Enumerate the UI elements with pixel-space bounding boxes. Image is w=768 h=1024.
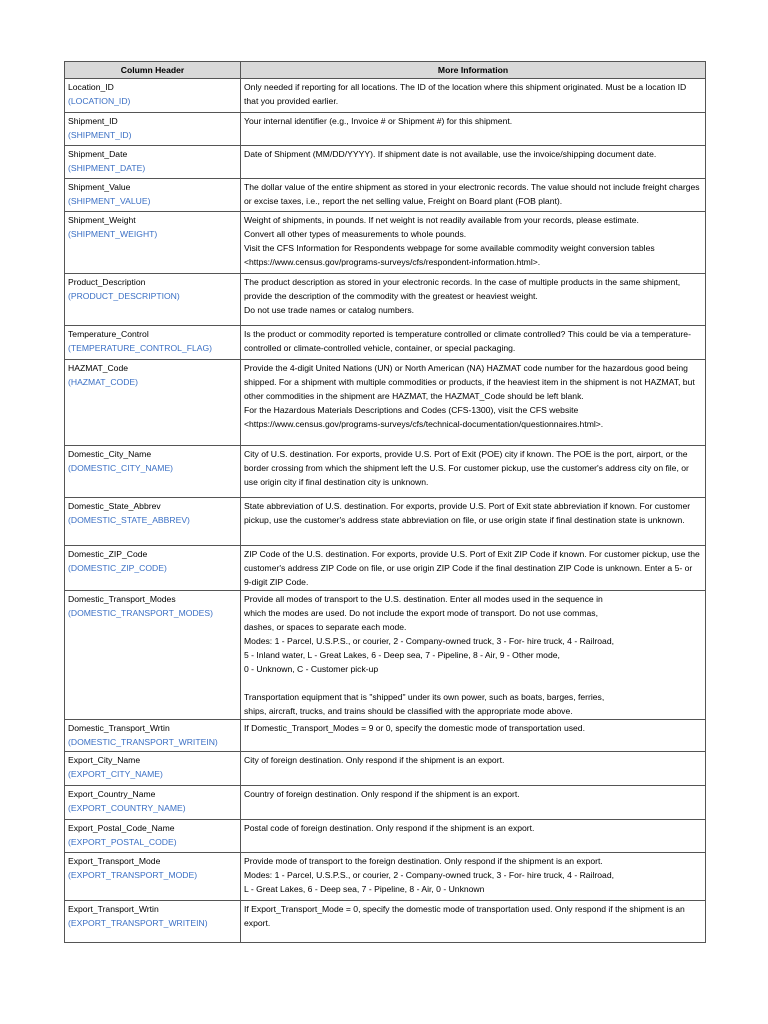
info-text: dashes, or spaces to separate each mode. (244, 622, 407, 632)
more-information-cell (241, 326, 706, 360)
field-code: (LOCATION_ID) (68, 96, 131, 106)
info-text: Provide mode of transport to the foreign destination. Only respond if the shipment is an export. (244, 856, 603, 866)
table-row (65, 720, 706, 752)
info-text: City of U.S. destination. For exports, provide U.S. Port of Exit (POE) city if known. The POE is the port, airport, or the border crossing from which the shipment left the U.S. For customer pickup, use the customer's address city on file, or use origin city if final destination city is unknown. (244, 449, 689, 487)
info-text: City of foreign destination. Only respond if the shipment is an export. (244, 755, 505, 765)
field-name: Domestic_Transport_Modes (68, 594, 176, 604)
field-code: (HAZMAT_CODE) (68, 377, 139, 387)
more-information-cell (241, 720, 706, 752)
field-name: Shipment_Date (68, 149, 128, 159)
more-information-cell (241, 146, 706, 179)
field-name-cell (65, 820, 241, 853)
field-name-cell (65, 853, 241, 901)
field-name-cell (65, 360, 241, 446)
field-code: (DOMESTIC_TRANSPORT_MODES) (68, 608, 213, 618)
field-name-cell (65, 274, 241, 326)
table-row (65, 591, 706, 720)
more-information-cell (241, 212, 706, 274)
column-header-heading: Column Header (65, 62, 241, 79)
table-row (65, 179, 706, 212)
info-text: 5 - Inland water, L - Great Lakes, 6 - Deep sea, 7 - Pipeline, 8 - Air, 9 - Other mode, (244, 650, 560, 660)
table-row (65, 146, 706, 179)
info-text: If Domestic_Transport_Modes = 9 or 0, specify the domestic mode of transportation used. (244, 723, 585, 733)
info-text: If Export_Transport_Mode = 0, specify the domestic mode of transportation used. Only respond if the shipment is an export. (244, 904, 685, 928)
table-row (65, 901, 706, 943)
field-name-cell (65, 212, 241, 274)
more-information-cell (241, 274, 706, 326)
info-text: Your internal identifier (e.g., Invoice # or Shipment #) for this shipment. (244, 116, 513, 126)
info-text: The product description as stored in your electronic records. In the case of multiple products in the same shipment, provide the description of the commodity with the greatest or heaviest weight. (244, 277, 681, 301)
table-row (65, 820, 706, 853)
field-code: (DOMESTIC_CITY_NAME) (68, 463, 174, 473)
field-code: (DOMESTIC_ZIP_CODE) (68, 563, 167, 573)
field-code: (TEMPERATURE_CONTROL_FLAG) (68, 343, 213, 353)
field-code: (EXPORT_TRANSPORT_MODE) (68, 870, 198, 880)
more-information-cell (241, 591, 706, 720)
more-information-cell (241, 546, 706, 591)
more-information-cell (241, 786, 706, 820)
field-code: (DOMESTIC_TRANSPORT_WRITEIN) (68, 737, 218, 747)
table-row (65, 853, 706, 901)
info-text: ships, aircraft, trucks, and trains should be classified with the appropriate mode above. (244, 706, 573, 716)
info-text: Country of foreign destination. Only respond if the shipment is an export. (244, 789, 520, 799)
info-text: Postal code of foreign destination. Only respond if the shipment is an export. (244, 823, 535, 833)
field-code: (PRODUCT_DESCRIPTION) (68, 291, 180, 301)
info-text: Transportation equipment that is "shipped" under its own power, such as boats, barges, ferries, (244, 692, 605, 702)
more-information-cell (241, 498, 706, 546)
more-information-cell (241, 446, 706, 498)
more-information-cell (241, 752, 706, 786)
field-name: Shipment_Weight (68, 215, 136, 225)
field-name: Export_Postal_Code_Name (68, 823, 175, 833)
field-name: Domestic_State_Abbrev (68, 501, 161, 511)
field-name-cell (65, 546, 241, 591)
field-code: (SHIPMENT_ID) (68, 130, 132, 140)
field-name: Export_City_Name (68, 755, 141, 765)
field-name: Location_ID (68, 82, 114, 92)
field-name: Domestic_City_Name (68, 449, 152, 459)
field-code: (SHIPMENT_WEIGHT) (68, 229, 158, 239)
field-name-cell (65, 720, 241, 752)
field-code: (EXPORT_CITY_NAME) (68, 769, 163, 779)
field-name-cell (65, 326, 241, 360)
table-row (65, 360, 706, 446)
field-reference-table (64, 61, 706, 943)
info-text: which the modes are used. Do not include the export mode of transport. Do not use commas, (244, 608, 598, 618)
field-code: (EXPORT_POSTAL_CODE) (68, 837, 177, 847)
field-name-cell (65, 446, 241, 498)
info-text: State abbreviation of U.S. destination. For exports, provide U.S. Port of Exit state abbreviation if known. For customer pickup, use the customer's address state abbreviation on file, or use origin state if final destination state is unknown. (244, 501, 691, 525)
field-code: (EXPORT_TRANSPORT_WRITEIN) (68, 918, 208, 928)
more-information-cell (241, 853, 706, 901)
info-text: Do not use trade names or catalog numbers. (244, 305, 415, 315)
table-row (65, 786, 706, 820)
field-code: (SHIPMENT_DATE) (68, 163, 146, 173)
more-information-cell (241, 113, 706, 146)
field-name-cell (65, 498, 241, 546)
info-text: Weight of shipments, in pounds. If net weight is not readily available from your records, please estimate. (244, 215, 639, 225)
field-name-cell (65, 79, 241, 113)
info-text: For the Hazardous Materials Descriptions and Codes (CFS-1300), visit the CFS website <https://www.census.gov/programs-surveys/cfs/technical-documentation/questionnaires.html>. (244, 405, 604, 429)
field-name: Shipment_ID (68, 116, 118, 126)
table-row (65, 498, 706, 546)
field-name-cell (65, 146, 241, 179)
more-information-cell (241, 820, 706, 853)
info-text: Date of Shipment (MM/DD/YYYY). If shipment date is not available, use the invoice/shipping document date. (244, 149, 657, 159)
field-code: (DOMESTIC_STATE_ABBREV) (68, 515, 190, 525)
field-name: Domestic_ZIP_Code (68, 549, 148, 559)
field-name-cell (65, 113, 241, 146)
more-information-heading: More Information (241, 62, 706, 79)
table-row (65, 79, 706, 113)
field-name: Export_Country_Name (68, 789, 156, 799)
table-row (65, 446, 706, 498)
field-name: HAZMAT_Code (68, 363, 129, 373)
info-text: Modes: 1 - Parcel, U.S.P.S., or courier, 2 - Company-owned truck, 3 - For- hire truck, 4 - Railroad, (244, 636, 614, 646)
info-text: Is the product or commodity reported is temperature controlled or climate controlled? This could be via a temperature-controlled or climate-controlled vehicle, container, or special packaging. (244, 329, 691, 353)
field-name-cell (65, 591, 241, 720)
paragraph-gap (244, 676, 702, 690)
table-row (65, 212, 706, 274)
table-row (65, 546, 706, 591)
table-row (65, 113, 706, 146)
field-name-cell (65, 901, 241, 943)
info-text: Convert all other types of measurements to whole pounds. (244, 229, 467, 239)
info-text: Visit the CFS Information for Respondents webpage for some available commodity weight conversion tables <https://www.census.gov/programs-surveys/cfs/respondent-information.html>. (244, 243, 655, 267)
field-code: (EXPORT_COUNTRY_NAME) (68, 803, 186, 813)
info-text: Provide all modes of transport to the U.S. destination. Enter all modes used in the sequence in (244, 594, 603, 604)
field-name-cell (65, 179, 241, 212)
info-text: 0 - Unknown, C - Customer pick-up (244, 664, 379, 674)
field-name: Product_Description (68, 277, 146, 287)
field-name: Export_Transport_Wrtin (68, 904, 159, 914)
table-row (65, 326, 706, 360)
table-row (65, 752, 706, 786)
info-text: Provide the 4-digit United Nations (UN) or North American (NA) HAZMAT code number for the hazardous good being shipped. For a shipment with multiple commodities or products, if the heaviest item in the shipment is not HAZMAT, but other commodities in the shipment are HAZMAT, the HAZMAT_Code should be left blank. (244, 363, 695, 401)
field-name-cell (65, 752, 241, 786)
table-row (65, 274, 706, 326)
more-information-cell (241, 901, 706, 943)
field-name: Export_Transport_Mode (68, 856, 161, 866)
more-information-cell (241, 360, 706, 446)
header-row (65, 62, 706, 79)
field-name: Temperature_Control (68, 329, 149, 339)
info-text: Modes: 1 - Parcel, U.S.P.S., or courier, 2 - Company-owned truck, 3 - For- hire truck, 4 - Railroad, (244, 870, 614, 880)
info-text: ZIP Code of the U.S. destination. For exports, provide U.S. Port of Exit ZIP Code if known. For customer pickup, use the customer's address ZIP Code on file, or use origin ZIP Code if the final destination ZIP Code is unknown. Enter a 5- or 9-digit ZIP Code. (244, 549, 700, 587)
info-text: Only needed if reporting for all locations. The ID of the location where this shipment originated. Must be a location ID that you provided earlier. (244, 82, 687, 106)
field-name-cell (65, 786, 241, 820)
info-text: The dollar value of the entire shipment as stored in your electronic records. The value should not include freight charges or excise taxes, i.e., report the net selling value, Freight on Board plant (FOB plant). (244, 182, 700, 206)
field-name: Domestic_Transport_Wrtin (68, 723, 170, 733)
field-code: (SHIPMENT_VALUE) (68, 196, 151, 206)
field-name: Shipment_Value (68, 182, 131, 192)
info-text: L - Great Lakes, 6 - Deep sea, 7 - Pipeline, 8 - Air, 0 - Unknown (244, 884, 485, 894)
more-information-cell (241, 179, 706, 212)
more-information-cell (241, 79, 706, 113)
